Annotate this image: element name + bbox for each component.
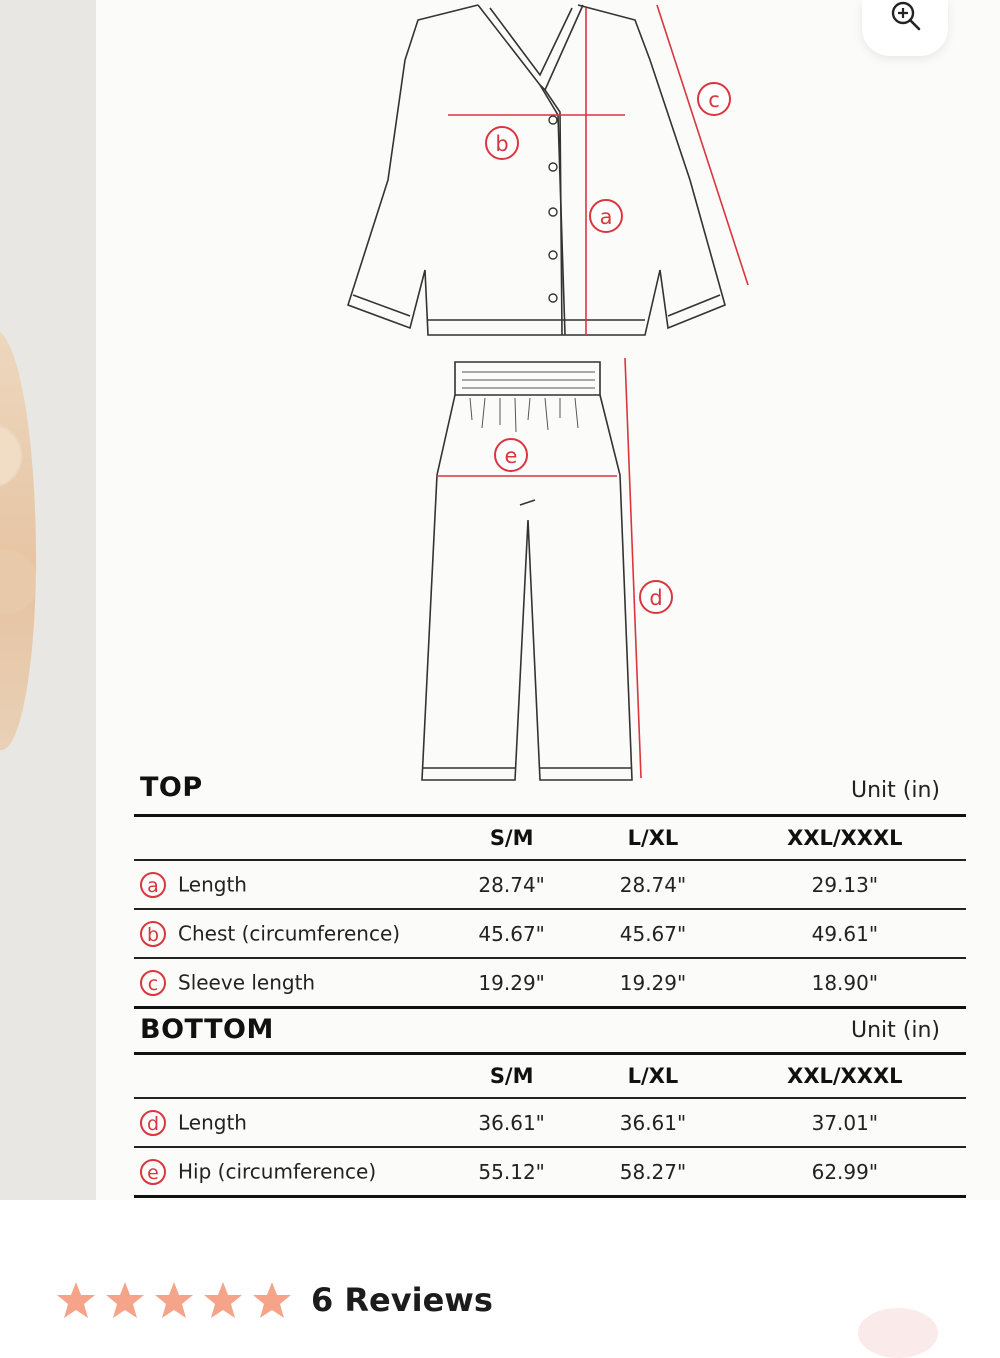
bottom-table-header xyxy=(134,1054,966,1099)
thumbnail-garment-image xyxy=(0,330,36,750)
table-row xyxy=(134,1098,966,1147)
col-header: XXL/XXXL xyxy=(787,826,903,850)
diagram-label-d: d xyxy=(649,586,663,610)
marker-c: c xyxy=(140,970,166,996)
row-label: Hip (circumference) xyxy=(178,1159,377,1184)
row-label: Chest (circumference) xyxy=(178,921,401,946)
table-row xyxy=(134,909,966,958)
bottom-unit-label: Unit (in) xyxy=(851,1018,940,1043)
star-icon xyxy=(105,1280,145,1320)
diagram-label-b: b xyxy=(495,132,509,156)
row-label: Sleeve length xyxy=(178,970,316,995)
top-size-table xyxy=(134,770,966,1000)
col-header: L/XL xyxy=(627,826,679,850)
reviews-count-link[interactable]: 6 Reviews xyxy=(311,1281,493,1319)
cell-value: 29.13" xyxy=(811,872,879,897)
cell-value: 36.61" xyxy=(478,1110,545,1135)
row-label: Length xyxy=(178,1110,247,1135)
cell-value: 28.74" xyxy=(619,872,687,897)
col-header: XXL/XXXL xyxy=(787,1064,903,1088)
col-header: S/M xyxy=(489,826,534,850)
diagram-label-a: a xyxy=(599,205,613,229)
garment-measurement-diagram xyxy=(96,0,1000,790)
bottom-size-table xyxy=(134,1010,966,1200)
bottom-section-title: BOTTOM xyxy=(140,1014,274,1045)
floating-button-edge[interactable] xyxy=(858,1308,938,1358)
star-icon xyxy=(203,1280,243,1320)
blank-header xyxy=(134,1054,441,1099)
diagram-label-c: c xyxy=(708,88,720,112)
blank-header xyxy=(134,816,441,861)
star-icon xyxy=(56,1280,96,1320)
cell-value: 19.29" xyxy=(619,970,687,995)
table-row xyxy=(134,958,966,1008)
row-label: Length xyxy=(178,872,247,897)
star-icon xyxy=(252,1280,292,1320)
cell-value: 49.61" xyxy=(811,921,879,946)
diagram-label-e: e xyxy=(504,444,518,468)
cell-value: 37.01" xyxy=(811,1110,879,1135)
zoom-button[interactable] xyxy=(862,0,948,56)
col-header: S/M xyxy=(489,1064,534,1088)
table-row xyxy=(134,860,966,909)
top-table-header xyxy=(134,816,966,861)
product-thumbnail-strip[interactable] xyxy=(0,0,96,1200)
marker-d: d xyxy=(140,1110,166,1136)
cell-value: 45.67" xyxy=(619,921,687,946)
top-section-title: TOP xyxy=(140,772,203,803)
marker-a: a xyxy=(140,872,166,898)
table-row xyxy=(134,1147,966,1197)
marker-b: b xyxy=(140,921,166,947)
cell-value: 58.27" xyxy=(619,1159,687,1184)
cell-value: 55.12" xyxy=(478,1159,545,1184)
zoom-in-icon xyxy=(888,0,924,34)
cell-value: 19.29" xyxy=(478,970,545,995)
cell-value: 18.90" xyxy=(811,970,879,995)
reviews-summary[interactable] xyxy=(56,1278,493,1322)
marker-e: e xyxy=(140,1159,166,1185)
cell-value: 28.74" xyxy=(478,872,545,897)
cell-value: 45.67" xyxy=(478,921,545,946)
cell-value: 36.61" xyxy=(619,1110,687,1135)
cell-value: 62.99" xyxy=(811,1159,879,1184)
top-unit-label: Unit (in) xyxy=(851,778,940,803)
star-icon xyxy=(154,1280,194,1320)
col-header: L/XL xyxy=(627,1064,679,1088)
